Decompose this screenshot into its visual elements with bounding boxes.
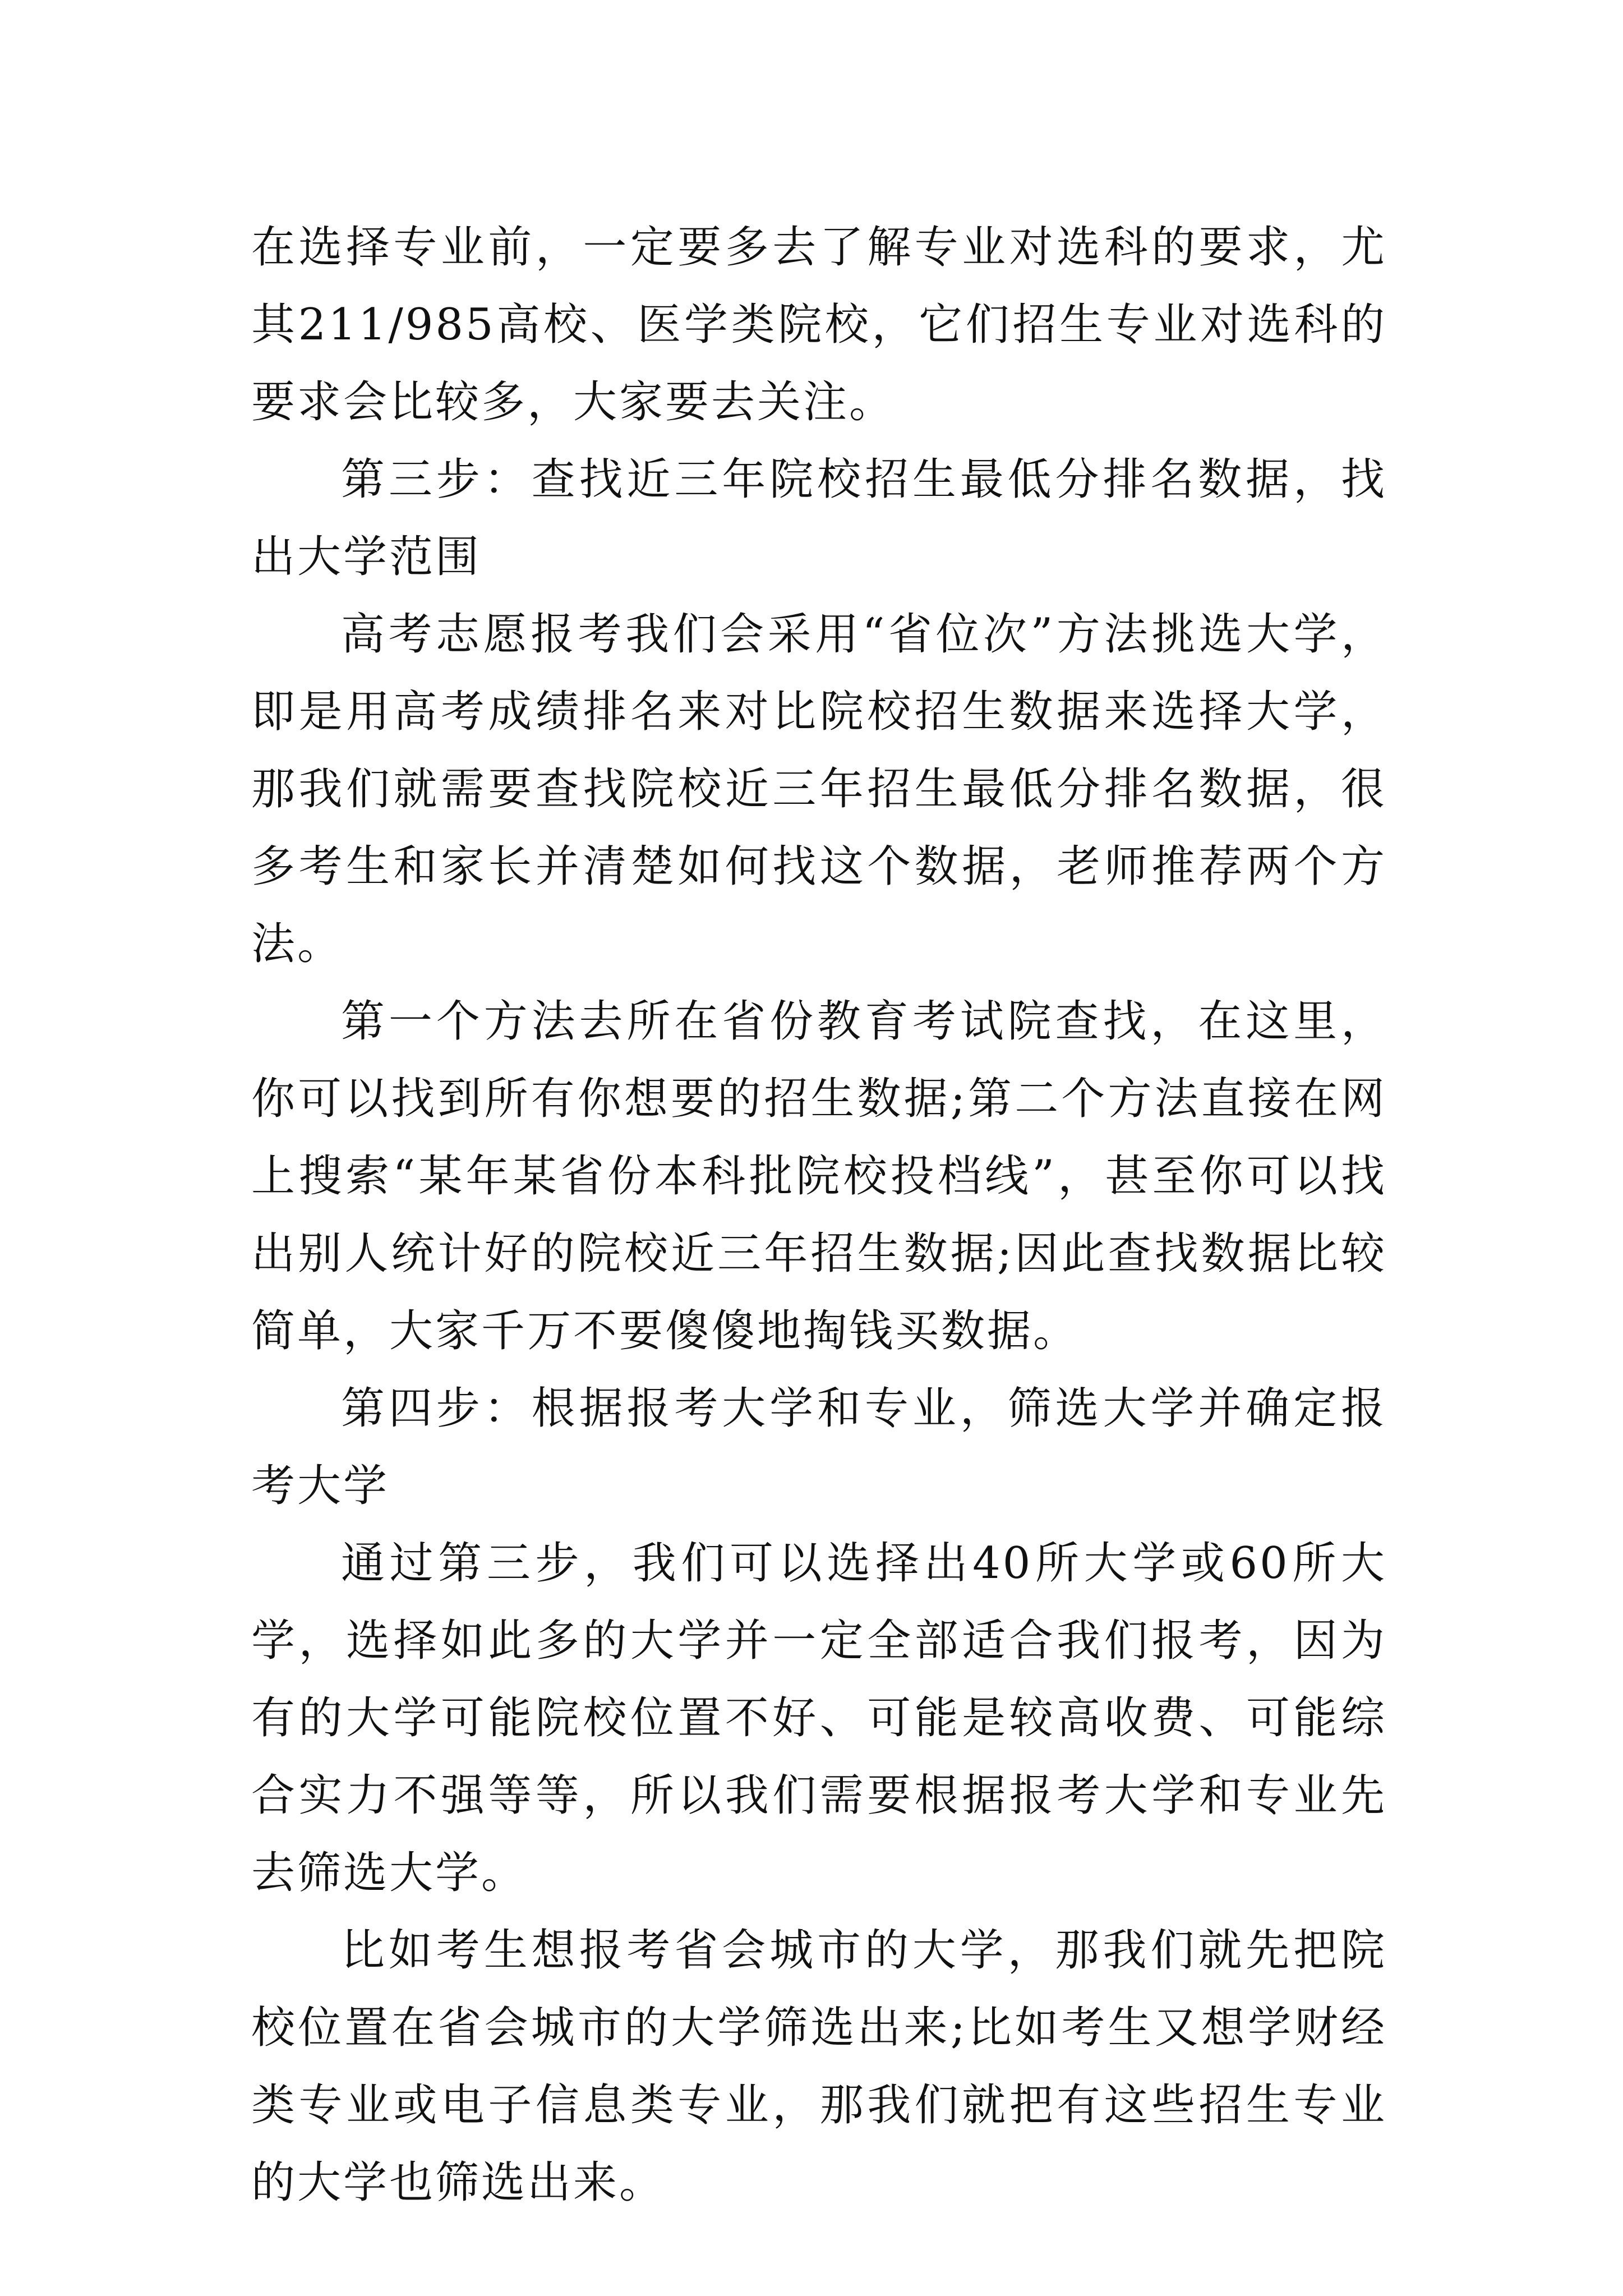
paragraph-filter-universities: 通过第三步，我们可以选择出40所大学或60所大学，选择如此多的大学并一定全部适合我们报考，因为有的大学可能院校位置不好、可能是较高收费、可能综合实力不强等等，所以我们需要根据报考大学和专业先去筛选大学。 xyxy=(251,1538,1387,1898)
document-body xyxy=(251,209,1387,2221)
paragraph-province-rank-method: 高考志愿报考我们会采用“省位次”方法挑选大学，即是用高考成绩排名来对比院校招生数据来选择大学，那我们就需要查找院校近三年招生最低分排名数据，很多考生和家长并清楚如何找这个数据，老师推荐两个方法。 xyxy=(251,609,1387,969)
step-four-heading: 第四步：根据报考大学和专业，筛选大学并确定报考大学 xyxy=(251,1383,1387,1511)
paragraph-filter-example: 比如考生想报考省会城市的大学，那我们就先把院校位置在省会城市的大学筛选出来;比如考生又想学财经类专业或电子信息类专业，那我们就把有这些招生专业的大学也筛选出来。 xyxy=(251,1925,1387,2208)
paragraph-continuation: 在选择专业前，一定要多去了解专业对选科的要求，尤其211/985高校、医学类院校，它们招生专业对选科的要求会比较多，大家要去关注。 xyxy=(251,222,1387,427)
step-three-heading: 第三步：查找近三年院校招生最低分排名数据，找出大学范围 xyxy=(251,454,1387,582)
paragraph-two-methods: 第一个方法去所在省份教育考试院查找，在这里，你可以找到所有你想要的招生数据;第二个方法直接在网上搜索“某年某省份本科批院校投档线”，甚至你可以找出别人统计好的院校近三年招生数据;因此查找数据比较简单，大家千万不要傻傻地掏钱买数据。 xyxy=(251,996,1387,1356)
